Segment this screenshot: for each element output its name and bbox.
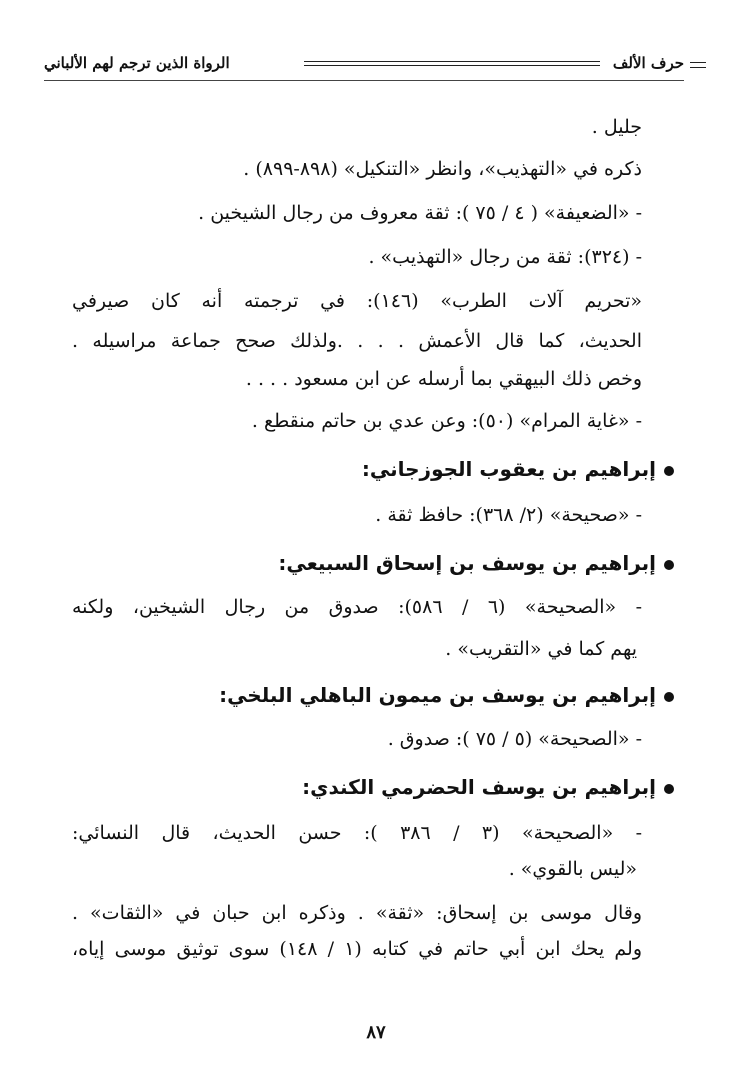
text-line: - «الصحيحة» (٥ / ٧٥ ): صدوق . [387,728,642,750]
text-line: جليل . [591,116,642,138]
text-line: وخص ذلك البيهقي بما أرسله عن ابن مسعود . . . . [245,368,642,390]
narrator-entry-heading [80,772,674,802]
header-rule [304,61,600,66]
text-line: الحديث، كما قال الأعمش . . . .ولذلك صحح جماعة مراسيله . [72,330,642,352]
narrator-name: إبراهيم بن يوسف بن إسحاق السبيعي: [278,551,656,575]
header-ornament [690,62,706,68]
narrator-entry-heading [80,454,674,484]
text-line: ولم يحك ابن أبي حاتم في كتابه (١ / ١٤٨) سوى توثيق موسى إياه، [72,938,643,960]
text-line: ذكره في «التهذيب»، وانظر «التنكيل» (٨٩٨-٨٩٩) . [243,158,642,180]
text-line: وقال موسى بن إسحاق: «ثقة» . وذكره ابن حبان في «الثقات» . [72,902,642,924]
narrator-name: إبراهيم بن يوسف بن ميمون الباهلي البلخي: [219,683,656,707]
text-line: - «غاية المرام» (٥٠): وعن عدي بن حاتم منقطع . [251,410,642,432]
text-line: - «الصحيحة» (٦ / ٥٨٦): صدوق من رجال الشيخين، ولكنه [72,596,642,618]
bullet-icon [664,560,674,570]
text-line: «ليس بالقوي» . [508,858,637,880]
narrator-entry-heading [80,680,674,710]
chapter-title: حرف الألف [612,54,684,72]
header-divider [44,80,684,81]
text-line: - «صحيحة» (٢/ ٣٦٨): حافظ ثقة . [375,504,642,526]
bullet-icon [664,692,674,702]
narrator-name: إبراهيم بن يعقوب الجوزجاني: [361,457,656,481]
running-header [44,50,684,76]
text-line: يهم كما في «التقريب» . [445,638,637,660]
text-line: - «الصحيحة» (٣ / ٣٨٦ ): حسن الحديث، قال النسائي: [72,822,643,844]
bullet-icon [664,784,674,794]
book-section-title: الرواة الذين ترجم لهم الألباني [44,54,230,72]
page-number: ٨٧ [366,1022,386,1043]
narrator-entry-heading [80,548,674,578]
narrator-name: إبراهيم بن يوسف الحضرمي الكندي: [302,775,656,799]
text-line: - (٣٢٤): ثقة من رجال «التهذيب» . [368,246,642,268]
text-line: «تحريم آلات الطرب» (١٤٦): في ترجمته أنه كان صيرفي [72,290,642,312]
text-line: - «الضعيفة» ( ٤ / ٧٥ ): ثقة معروف من رجال الشيخين . [198,202,642,224]
bullet-icon [664,466,674,476]
